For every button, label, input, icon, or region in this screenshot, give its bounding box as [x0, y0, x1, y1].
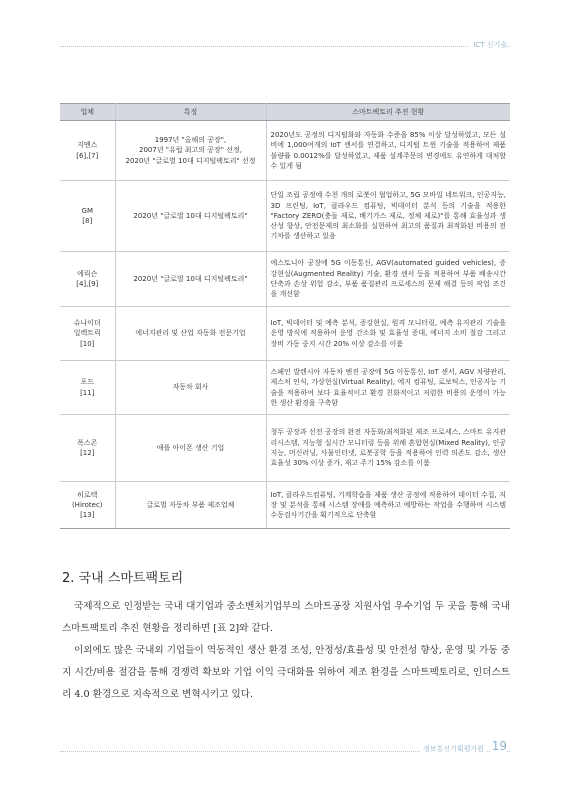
- column-header-status: 스마트팩토리 추진 현황: [266, 104, 510, 121]
- footer-publisher: 정보통신기획평가원: [420, 744, 487, 754]
- body-paragraph: 국제적으로 인정받는 국내 대기업과 중소벤처기업부의 스마트공장 지원사업 우수기업 두 곳을 통해 국내 스마트팩토리 추진 현황을 정리하면 [표 2]와 같다.: [62, 601, 510, 634]
- table-row: [60, 482, 510, 529]
- status-cell: 스페인 발렌시아 자동차 엔진 공장에 5G 이동통신, IoT 센서, AGV 차량관리, 제스처 인식, 가상현실(Virtual Reality), 에지 컴퓨팅, 로보틱스, 인공지능 기술을 적용하여 보다 효율적이고 환경 친화적이고 저렴한 비용의 운영이 가능한 생산 환경을 구축함: [266, 361, 510, 415]
- section-title: 2. 국내 스마트팩토리: [62, 571, 184, 586]
- body-paragraph: 이외에도 많은 국내외 기업들이 역동적인 생산 환경 조성, 안정성/효율성 및 안전성 향상, 운영 및 가동 중지 시간/비용 절감을 통해 경쟁력 확보와 기업 이익 극대화를 위하여 제조 환경을 스마트팩토리로, 인더스트리 4.0 환경으로 지속적으로 변혁시키고 있다.: [62, 645, 510, 700]
- table-row: [60, 252, 510, 307]
- feature-cell: 애플 아이폰 생산 기업: [115, 415, 266, 482]
- feature-cell: 자동차 회사: [115, 361, 266, 415]
- company-cell: 히로텍 (Hirotec) [13]: [60, 482, 115, 529]
- table-row: [60, 121, 510, 181]
- company-cell: 폭스콘 [12]: [60, 415, 115, 482]
- table-row: [60, 307, 510, 361]
- feature-cell: 에너지관리 및 산업 자동화 전문기업: [115, 307, 266, 361]
- status-cell: 단일 조립 공정에 수천 개의 로봇이 협업하고, 5G 모바일 네트워크, 인공지능, 3D 프린팅, IoT, 클라우드 컴퓨팅, 빅데이터 분석 등의 기술을 적용한 "Factory ZERO(충돌 제로, 배기가스 제로, 정체 제로)"를 통해 효율성과 생산성 향상, 안전문제의 최소화를 실현하여 최고의 품질과 최적화된 비용의 전기차를 생산하고 있음: [266, 181, 510, 252]
- status-cell: 청두 공장과 선전 공장의 완전 자동화/최적화된 제조 프로세스, 스마트 유지관리시스템, 지능형 실시간 모니터링 등을 위해 혼합현실(Mixed Reality), 인공지능, 머신러닝, 사물인터넷, 로봇공학 등을 적용하여 인력 의존도 감소, 생산 효율성 30% 이상 증가, 재고 주기 15% 감소를 이룸: [266, 415, 510, 482]
- company-cell: 에릭슨 [4],[9]: [60, 252, 115, 307]
- column-header-feature: 특징: [115, 104, 266, 121]
- page-number: 19: [491, 739, 507, 753]
- status-cell: IoT, 클라우드컴퓨팅, 기계학습을 제품 생산 공정에 적용하여 데이터 수집, 저장 및 분석을 통해 시스템 장애를 예측하고 예방하는 작업을 수행하여 시스템 수동검사기간을 획기적으로 단축함: [266, 482, 510, 529]
- table-row: [60, 361, 510, 415]
- feature-cell: 2020년 "글로벌 10대 디지털팩토리": [115, 252, 266, 307]
- feature-cell: 글로벌 자동차 부품 제조업체: [115, 482, 266, 529]
- smart-factory-table: [60, 103, 510, 529]
- status-cell: 에스토니아 공장에 5G 이동통신, AGV(automated guided vehicles), 증강현실(Augmented Reality) 기술, 환경 센서 등을 적용하여 부품 배송시간 단축과 손상 위험 감소, 부품 품질관리 프로세스의 문제 해결 등의 작업 조건을 개선함: [266, 252, 510, 307]
- column-header-company: 업체: [60, 104, 115, 121]
- feature-cell: 2020년 "글로벌 10대 디지털팩토리": [115, 181, 266, 252]
- table-row: [60, 415, 510, 482]
- table-row: [60, 181, 510, 252]
- status-cell: IoT, 빅데이터 및 예측 분석, 증강현실, 원격 모니터링, 예측 유지관리 기술을 운영 방식에 적용하여 운영 간소화 및 효율성 증대, 에너지 소비 절감 그리고 장비 가동 중지 시간 20% 이상 감소를 이룸: [266, 307, 510, 361]
- status-cell: 2020년도 공정의 디지털화와 자동화 수준을 85% 이상 달성하였고, 모든 설비에 1,000여개의 IoT 센서를 연결하고, 디지털 트윈 기술을 적용하여 제품 불량률 0.0012%를 달성하였고, 제품 설계주문의 변경에도 유연하게 대처할 수 있게 됨: [266, 121, 510, 181]
- table-header-row: [60, 104, 510, 121]
- company-cell: 슈나이더 일렉트릭 [10]: [60, 307, 115, 361]
- header-label: ICT 신기술: [469, 40, 507, 50]
- company-cell: 지멘스 [6],[7]: [60, 121, 115, 181]
- feature-cell: 1997년 "올해의 공장", 2007년 "유럽 최고의 공장" 선정, 2020년 "글로벌 10대 디지털팩토리" 선정: [115, 121, 266, 181]
- header-rule: [60, 46, 510, 47]
- company-cell: GM [8]: [60, 181, 115, 252]
- company-cell: 포드 [11]: [60, 361, 115, 415]
